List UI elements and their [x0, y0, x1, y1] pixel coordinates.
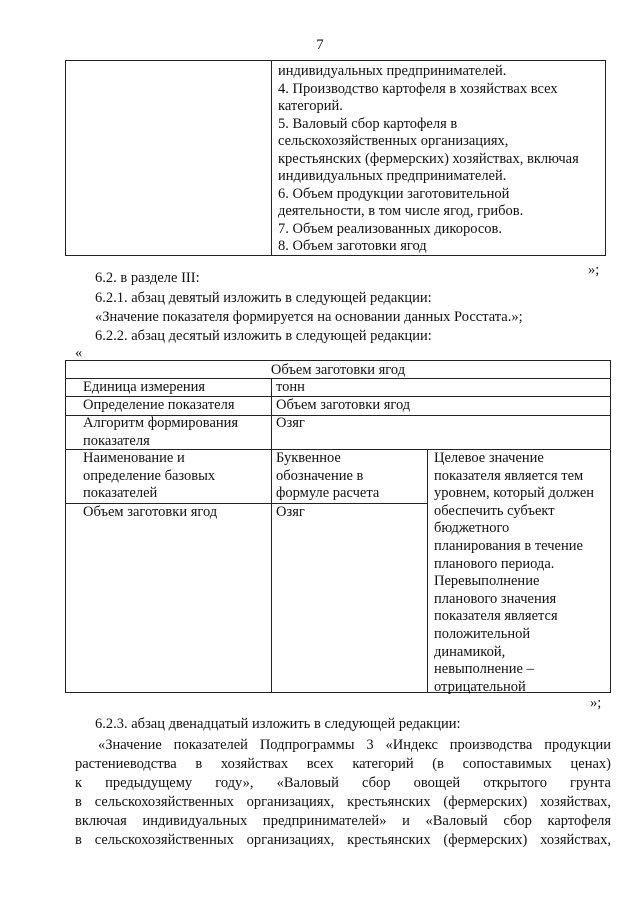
indicators-list-cell — [278, 63, 603, 256]
definition-value: Объем заготовки ягод — [276, 397, 411, 413]
symbol-label: Буквенное обозначение в формуле расчета — [276, 450, 380, 502]
paragraph: 6.2.2. абзац десятый изложить в следующей редакции: — [95, 328, 432, 344]
opening-quote: « — [75, 345, 83, 361]
target-value-note: Целевое значение показателя является тем уровнем, который должен обеспечить субъект бюджетного планирования в течение планового периода. Перевыполнение планового значения показателя является положительной динамикой, невыполнение – отрицательной — [434, 450, 595, 695]
continued-table — [65, 60, 606, 256]
list-line: 5. Валовый сбор картофеля в — [278, 115, 458, 132]
list-line: 4. Производство картофеля в хозяйствах всех — [278, 80, 558, 97]
closing-quote: »; — [588, 262, 600, 278]
base-indicators-label: Наименование и определение базовых показателей — [83, 450, 216, 502]
list-line: индивидуальных предпринимателей. — [278, 168, 507, 184]
table-title: Объем заготовки ягод — [270, 362, 406, 378]
body-line: к предыдущему году», «Валовый сбор овощей открытого грунта — [75, 775, 611, 791]
body-line: «Значение показателей Подпрограммы 3 «Индекс производства продукции — [98, 737, 611, 753]
list-line: категорий. — [278, 98, 343, 114]
body-line: включая индивидуальных предпринимателей» и «Валовый сбор картофеля — [75, 813, 611, 829]
body-line: растениеводства в хозяйствах всех категорий (в сопоставимых ценах) — [75, 756, 611, 772]
list-line: крестьянских (фермерских) хозяйствах, включая — [278, 150, 579, 167]
list-line: 7. Объем реализованных дикоросов. — [278, 220, 502, 237]
list-line: 6. Объем продукции заготовительной — [278, 185, 510, 202]
algorithm-value: Озяг — [276, 415, 305, 431]
paragraph: 6.2. в разделе III: — [95, 270, 200, 286]
page-number: 7 — [316, 37, 324, 53]
row-symbol: Озяг — [276, 504, 305, 520]
paragraph: 6.2.3. абзац двенадцатый изложить в следующей редакции: — [95, 716, 461, 732]
list-line: индивидуальных предпринимателей. — [278, 63, 507, 79]
empty-left-cell — [66, 61, 272, 255]
definition-label: Определение показателя — [83, 397, 235, 413]
closing-quote: »; — [590, 695, 602, 711]
body-line: в сельскохозяйственных организациях, крестьянских (фермерских) хозяйствах, — [75, 832, 611, 848]
list-line: 8. Объем заготовки ягод — [278, 238, 427, 254]
list-line: сельскохозяйственных организациях, — [278, 133, 509, 149]
paragraph: «Значение показателя формируется на основании данных Росстата.»; — [95, 309, 523, 325]
row-name: Объем заготовки ягод — [83, 504, 218, 520]
unit-label: Единица измерения — [83, 379, 206, 395]
indicator-table — [65, 360, 611, 693]
body-line: в сельскохозяйственных организациях, крестьянских (фермерских) хозяйствах, — [75, 794, 611, 810]
algorithm-label: Алгоритм формирования показателя — [83, 415, 239, 449]
list-line: деятельности, в том числе ягод, грибов. — [278, 203, 524, 219]
paragraph: 6.2.1. абзац девятый изложить в следующей редакции: — [95, 290, 432, 306]
unit-value: тонн — [276, 379, 305, 395]
